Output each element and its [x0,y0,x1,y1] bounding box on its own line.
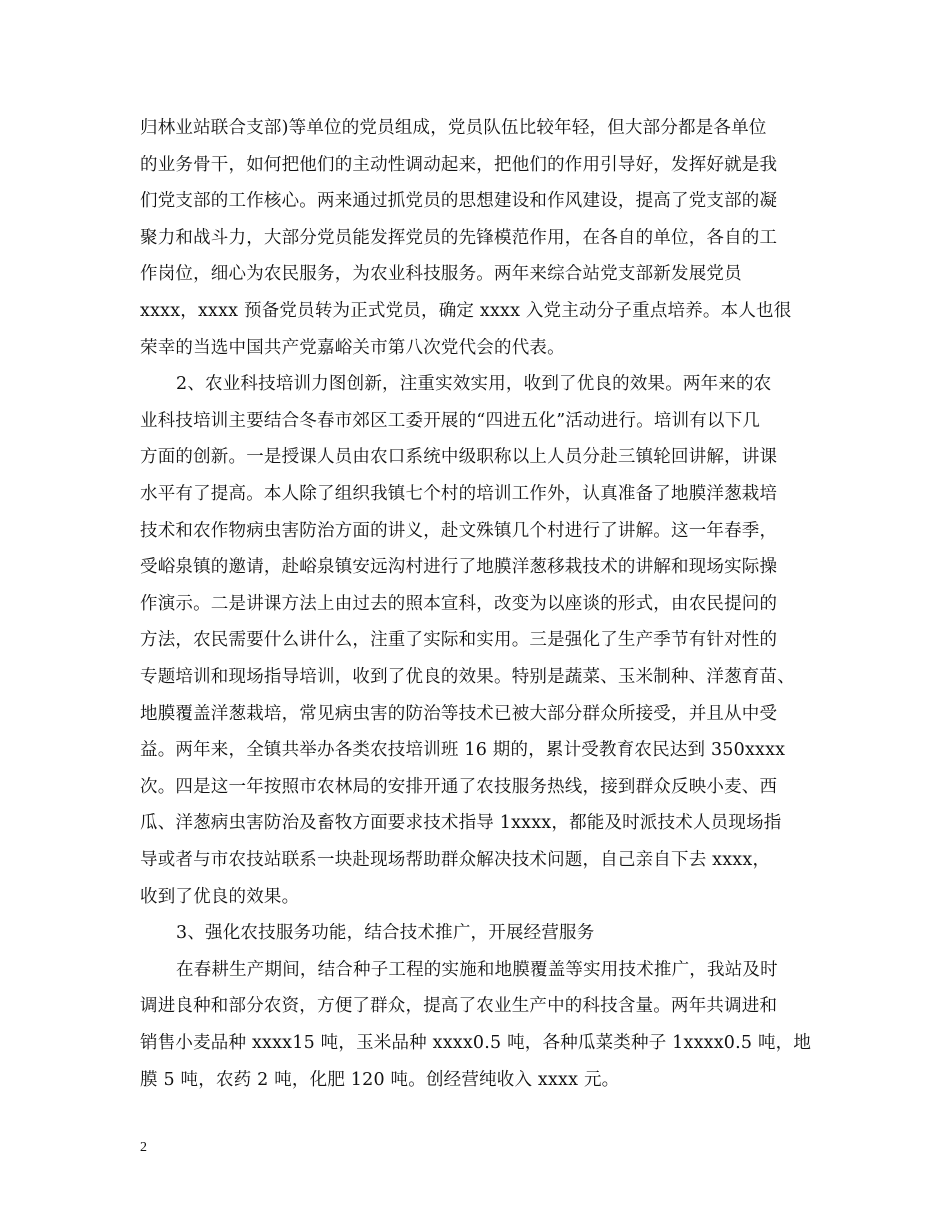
text-line: 归林业站联合支部)等单位的党员组成，党员队伍比较年轻，但大部分都是各单位 [140,118,767,138]
text-line: 作演示。二是讲课方法上由过去的照本宣科，改变为以座谈的形式，由农民提问的 [140,594,778,614]
text-line: 方面的创新。一是授课人员由农口系统中级职称以上人员分赴三镇轮回讲解，讲课 [140,447,778,467]
text-line: 膜 5 吨，农药 2 吨，化肥 120 吨。创经营纯收入 xxxx 元。 [140,1070,620,1090]
text-line: 地膜覆盖洋葱栽培，常见病虫害的防治等技术已被大部分群众所接受，并且从中受 [140,704,778,724]
text-line: 销售小麦品种 xxxx15 吨，玉米品种 xxxx0.5 吨，各种瓜菜类种子 1xxxx0.5 吨，地 [140,1033,812,1053]
text-line: 方法，农民需要什么讲什么，注重了实际和实用。三是强化了生产季节有针对性的 [140,630,778,650]
text-line: 荣幸的当选中国共产党嘉峪关市第八次党代会的代表。 [140,338,565,358]
text-line: 技术和农作物病虫害防治方面的讲义，赴文殊镇几个村进行了讲解。这一年春季， [140,521,778,541]
page-number: 2 [140,1140,147,1155]
text-line: 水平有了提高。本人除了组织我镇七个村的培训工作外，认真准备了地膜洋葱栽培 [140,484,778,504]
text-line: 调进良种和部分农资，方便了群众，提高了农业生产中的科技含量。两年共调进和 [140,996,778,1016]
text-line: 3、强化农技服务功能，结合技术推广，开展经营服务 [176,923,595,943]
text-line: 受峪泉镇的邀请，赴峪泉镇安远沟村进行了地膜洋葱移栽技术的讲解和现场实际操 [140,557,778,577]
text-line: 瓜、洋葱病虫害防治及畜牧方面要求技术指导 1xxxx，都能及时派技术人员现场指 [140,813,782,833]
text-line: 们党支部的工作核心。两来通过抓党员的思想建设和作风建设，提高了党支部的凝 [140,191,778,211]
text-line: 2、农业科技培训力图创新，注重实效实用，收到了优良的效果。两年来的农 [176,374,772,394]
text-line: 专题培训和现场指导培训，收到了优良的效果。特别是蔬菜、玉米制种、洋葱育苗、 [140,667,795,687]
text-line: xxxx，xxxx 预备党员转为正式党员，确定 xxxx 入党主动分子重点培养。本人也很 [140,301,792,321]
text-line: 聚力和战斗力，大部分党员能发挥党员的先锋模范作用，在各自的单位，各自的工 [140,228,778,248]
text-line: 作岗位，细心为农民服务，为农业科技服务。两年来综合站党支部新发展党员 [140,264,742,284]
text-line: 在春耕生产期间，结合种子工程的实施和地膜覆盖等实用技术推广，我站及时 [176,960,778,980]
text-line: 收到了优良的效果。 [140,887,300,907]
text-line: 益。两年来，全镇共举办各类农技培训班 16 期的，累计受教育农民达到 350xxxx [140,740,786,760]
text-line: 导或者与市农技站联系一块赴现场帮助群众解决技术问题，自己亲自下去 xxxx， [140,850,771,870]
text-line: 业科技培训主要结合冬春市郊区工委开展的“四进五化”活动进行。培训有以下几 [140,411,761,431]
text-line: 次。四是这一年按照市农林局的安排开通了农技服务热线，接到群众反映小麦、西 [140,777,778,797]
text-line: 的业务骨干，如何把他们的主动性调动起来，把他们的作用引导好，发挥好就是我 [140,155,778,175]
